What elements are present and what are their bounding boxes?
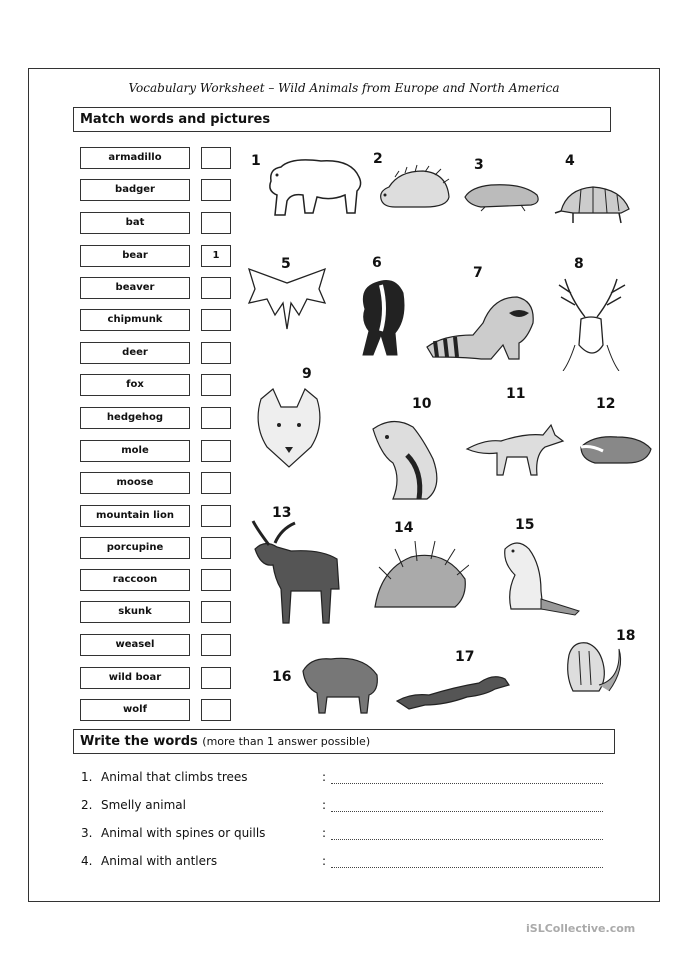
picture-number: 14 [394,520,414,536]
question-text: Animal with antlers [101,854,218,868]
question-colon: : [322,770,327,784]
answer-line[interactable] [331,857,603,868]
answer-line[interactable] [331,773,603,784]
question-row [81,798,186,812]
word-box: mole [80,440,190,462]
word-box: wild boar [80,667,190,689]
question-row [81,826,265,840]
answer-line[interactable] [331,829,603,840]
armadillo-picture [553,177,637,227]
picture-number: 7 [473,265,483,281]
word-box: mountain lion [80,505,190,527]
picture-number: 18 [616,628,636,644]
question-colon: : [322,798,327,812]
picture-number: 11 [506,386,526,402]
answer-box[interactable] [201,147,231,169]
question-row [81,770,248,784]
answer-box[interactable] [201,440,231,462]
question-text: Animal with spines or quills [101,826,266,840]
bat-picture [245,259,329,335]
deer-picture [545,275,637,371]
word-box: wolf [80,699,190,721]
picture-number: 5 [281,256,291,272]
answer-box[interactable] [201,699,231,721]
answer-box[interactable] [201,309,231,331]
site-watermark: iSLCollective.com [526,922,636,935]
section-write-label: Write the words [80,734,198,749]
fox-picture [465,415,565,477]
answer-line[interactable] [331,801,603,812]
answer-box[interactable] [201,472,231,494]
word-box: bear [80,245,190,267]
question-text: Animal that climbs trees [101,770,248,784]
word-box: weasel [80,634,190,656]
answer-box[interactable] [201,505,231,527]
word-box: raccoon [80,569,190,591]
word-box: hedgehog [80,407,190,429]
word-box: moose [80,472,190,494]
hedgehog-picture [375,163,453,213]
picture-number: 13 [272,505,292,521]
answer-box[interactable] [201,374,231,396]
raccoon-picture [423,283,539,367]
question-number: 1. [81,770,93,784]
answer-box[interactable]: 1 [201,245,231,267]
picture-number: 6 [372,255,382,271]
picture-number: 12 [596,396,616,412]
weasel-picture [395,665,511,713]
question-colon: : [322,826,327,840]
answer-box[interactable] [201,569,231,591]
question-number: 3. [81,826,93,840]
section-match-label: Match words and pictures [80,112,271,127]
picture-number: 17 [455,649,475,665]
answer-box[interactable] [201,601,231,623]
picture-number: 9 [302,366,312,382]
picture-number: 4 [565,153,575,169]
answer-box[interactable] [201,667,231,689]
question-number: 4. [81,854,93,868]
mountain-lion-picture [363,415,445,503]
section-write-title [73,729,615,754]
question-number: 2. [81,798,93,812]
answer-box[interactable] [201,634,231,656]
answer-box[interactable] [201,537,231,559]
answer-box[interactable] [201,212,231,234]
answer-box[interactable] [201,277,231,299]
answer-box[interactable] [201,179,231,201]
picture-number: 3 [474,157,484,173]
wolf-picture [251,385,327,469]
word-box: fox [80,374,190,396]
badger-picture [577,429,655,471]
skunk-picture [351,269,411,361]
picture-number: 15 [515,517,535,533]
word-box: porcupine [80,537,190,559]
answer-box[interactable] [201,407,231,429]
worksheet-title: Vocabulary Worksheet – Wild Animals from Europe and North America [128,81,560,95]
question-text: Smelly animal [101,798,186,812]
question-row [81,854,217,868]
picture-number: 16 [272,669,292,685]
moose-picture [251,519,347,629]
worksheet-page [28,68,660,902]
picture-number: 8 [574,256,584,272]
answer-box[interactable] [201,342,231,364]
polar-bear-picture [261,151,365,219]
picture-number: 2 [373,151,383,167]
word-box: armadillo [80,147,190,169]
mole-picture [461,177,545,213]
section-match-title [73,107,611,132]
picture-number: 1 [251,153,261,169]
word-box: chipmunk [80,309,190,331]
word-box: deer [80,342,190,364]
wild-boar-picture [301,651,381,717]
section-write-note: (more than 1 answer possible) [202,735,371,748]
question-colon: : [322,854,327,868]
porcupine-picture [371,539,469,617]
word-box: beaver [80,277,190,299]
picture-number: 10 [412,396,432,412]
word-box: badger [80,179,190,201]
word-box: skunk [80,601,190,623]
word-box: bat [80,212,190,234]
chipmunk-picture [559,635,629,697]
beaver-picture [491,535,583,617]
